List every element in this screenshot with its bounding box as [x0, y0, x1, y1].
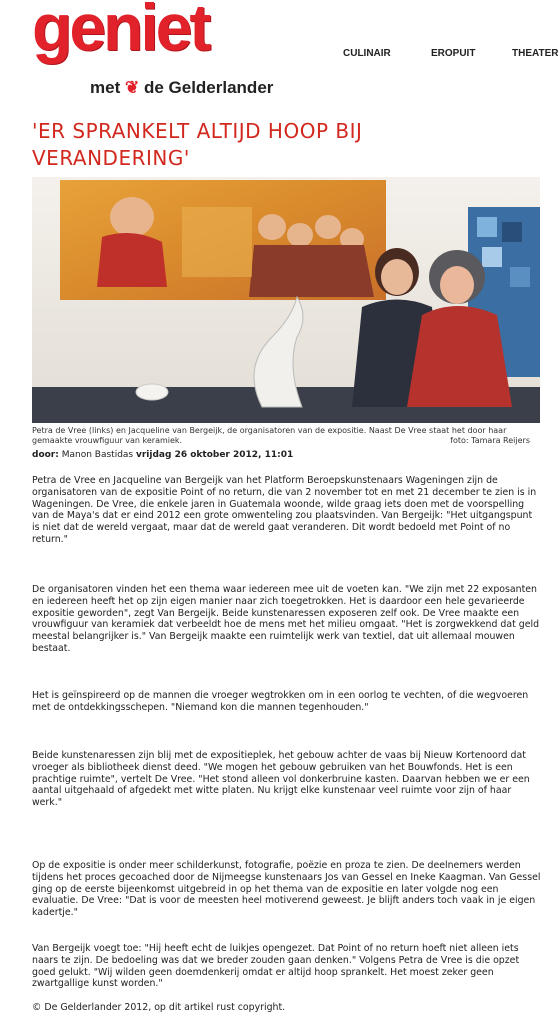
site-header	[0, 0, 558, 110]
brand-mark-icon: ❦	[124, 78, 140, 97]
site-logo[interactable]: geniet	[32, 0, 209, 64]
paragraph-6: Van Bergeijk voegt toe: "Hij heeft echt de luikjes opengezet. Dat Point of no return hoeft niet alleen iets naars te zijn. De bedoeling was dat we breder zouden gaan denken." Volgens Petra de Vree is die opzet goed gelukt. "Wij wilden geen doemdenkerij omdat er altijd hoop sprankelt. Het moest zeker geen zwartgallige kunst worden."	[32, 943, 520, 990]
logo-sub-brand: de Gelderlander	[143, 78, 274, 97]
paragraph-3: Het is geïnspireerd op de mannen die vroeger wegtrokken om in een oorlog te vechten, of die wegvoeren met de ontdekkingsschepen. "Niemand kon die mannen tegenhouden."	[32, 690, 529, 713]
logo-sub-prefix: met	[90, 78, 121, 97]
paragraph-4: Beide kunstenaressen zijn blij met de expositieplek, het gebouw achter de vaas bij Nieuw Kortenoord dat vroeger als bibliotheek dienst deed. "We mogen het gebouw gebruiken van het Bouwfonds. Het is een prachtige ruimte", vertelt De Vree. "Het stond alleen vol donkerbruine kasten. Daarvan hebben we er een aantal uitgehaald of afgedekt met witte platen. Nu krijgt elke kunstenaar veel ruimte voor zijn of haar werk."	[32, 750, 530, 809]
publish-date: vrijdag 26 oktober 2012, 11:01	[136, 450, 294, 460]
logo-subtitle	[90, 78, 273, 98]
caption-line-2: gemaakte vrouwfiguur van keramiek.	[32, 436, 183, 445]
paragraph-5: Op de expositie is onder meer schilderkunst, fotografie, poëzie en proza te zien. De deelnemers werden tijdens het proces gecoached door de Nijmeegse kunstenaars Jos van Gessel en Ineke Kaagman. Van Gessel ging op de eerste bijeenkomst uitgebreid in op het thema van de expositie en later volgde nog een evaluatie. De Vree: "Dat is voor de meesten heel motiverend geweest. Je blijft anders toch vaak in je eigen kadertje."	[32, 860, 541, 919]
headline-line-2: VERANDERING'	[32, 146, 190, 170]
paragraph-1: Petra de Vree en Jacqueline van Bergeijk van het Platform Beroepskunstenaars Wageningen zijn de organisatoren van de expositie Point of no return, die van 2 november tot en met 21 december te zien is in Wageningen. De Vree, die enkele jaren in Guatemala woonde, wilde graag iets doen met de voorspelling van de Maya's dat er eind 2012 een grote omwenteling zou plaatsvinden. Van Bergeijk: "Het uitgangspunt is niet dat de wereld vergaat, maar dat de wereld gaat veranderen. Dit wordt bedoeld met Point of no return."	[32, 475, 537, 545]
headline-line-1: 'ER SPRANKELT ALTIJD HOOP BIJ	[32, 119, 363, 143]
nav-item-theater[interactable]: THEATER	[512, 48, 558, 59]
nav-item-culinair[interactable]: CULINAIR	[343, 48, 391, 59]
photo-credit: foto: Tamara Reijers	[450, 436, 530, 445]
caption-line-1: Petra de Vree (links) en Jacqueline van Bergeijk, de organisatoren van de expositie. Naast De Vree staat het door haar	[32, 426, 507, 435]
paragraph-2: De organisatoren vinden het een thema waar iedereen mee uit de voeten kan. "We zijn met 22 exposanten en iedereen heeft het op zijn eigen manier naar zich toegetrokken. Het is daardoor een hele gevarieerde expositie geworden", zegt Van Bergeijk. Beide kunstenaressen exposeren zelf ook. De Vree maakte een vrouwfiguur van keramiek dat verbeeldt hoe de mens met het milieu omgaat. "Het is zorgwekkend dat geld meestal belangrijker is." Van Bergeijk maakte een ruimtelijk werk van textiel, dat uit allemaal mouwen bestaat.	[32, 584, 540, 654]
photo-illustration	[32, 177, 540, 423]
author-name: Manon Bastidas	[61, 450, 134, 460]
byline-label: door:	[32, 450, 59, 460]
painting	[60, 180, 386, 300]
article-photo	[32, 177, 540, 423]
article-headline	[32, 118, 502, 172]
byline	[32, 450, 293, 460]
photo-caption	[32, 426, 540, 446]
nav-item-eropuit[interactable]: EROPUIT	[431, 48, 476, 59]
copyright-notice: © De Gelderlander 2012, op dit artikel rust copyright.	[32, 1002, 286, 1013]
